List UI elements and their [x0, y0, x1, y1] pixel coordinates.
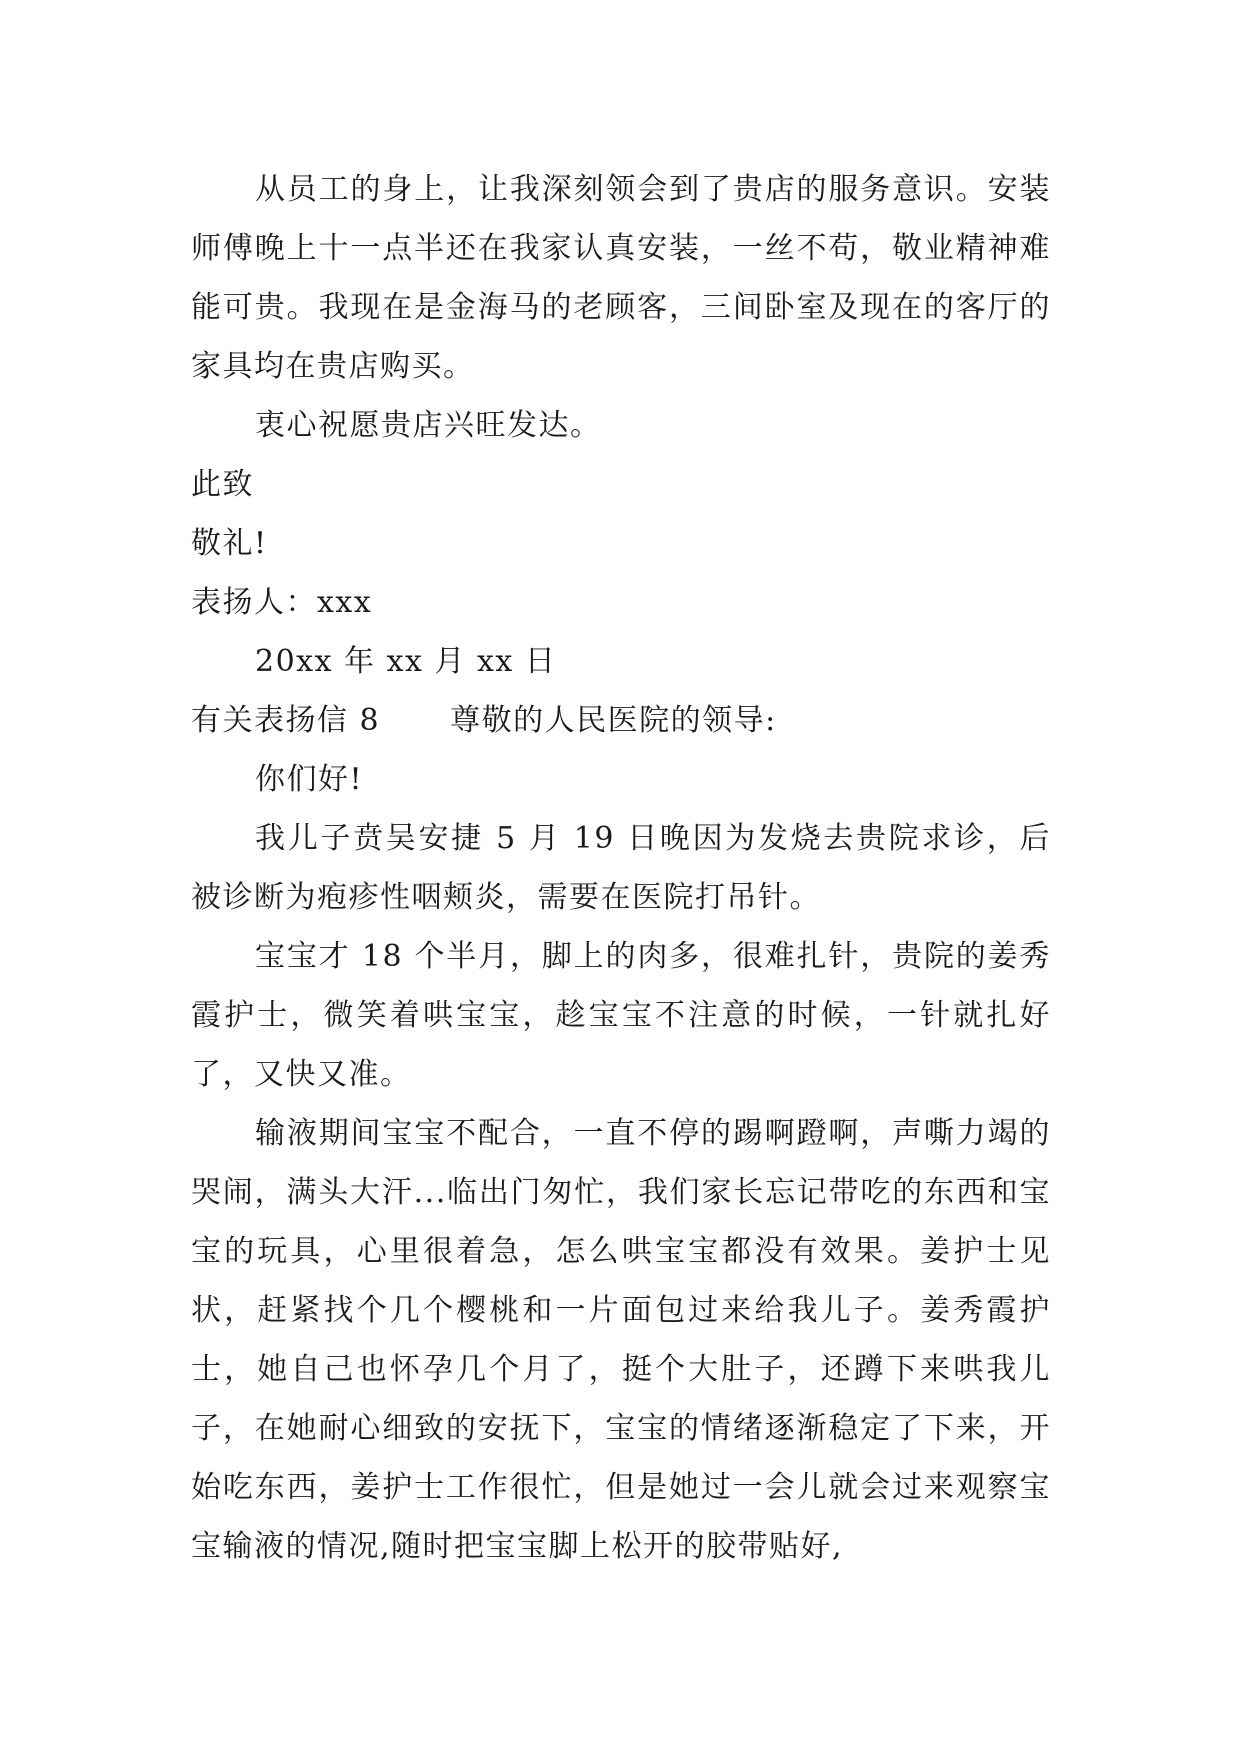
letter-salutation: 尊敬的人民医院的领导: [450, 703, 777, 738]
praiser-line: 表扬人：xxx [191, 585, 373, 620]
paragraph-infusion: 输液期间宝宝不配合，一直不停的踢啊蹬啊，声嘶力竭的哭闹，满头大汗...临出门匆忙，我们家长忘记带吃的东西和宝宝的玩具，心里很着急，怎么哄宝宝都没有效果。姜护士见状，赶紧找个几个樱桃和一片面包过来给我儿子。姜秀霞护士，她自己也怀孕几个月了，挺个大肚子，还蹲下来哄我儿子，在她耐心细致的安抚下，宝宝的情绪逐渐稳定了下来，开始吃东西，姜护士工作很忙，但是她过一会儿就会过来观察宝宝输液的情况,随时把宝宝脚上松开的胶带贴好, [191, 1116, 1051, 1564]
closing-cizhi: 此致 [191, 467, 254, 502]
document-body [191, 160, 1051, 1576]
paragraph-service: 从员工的身上，让我深刻领会到了贵店的服务意识。安装师傅晚上十一点半还在我家认真安装，一丝不苟，敬业精神难能可贵。我现在是金海马的老顾客，三间卧室及现在的客厅的家具均在贵店购买。 [191, 172, 1051, 384]
closing-jingli: 敬礼! [191, 526, 268, 561]
paragraph-injection: 宝宝才 18 个半月，脚上的肉多，很难扎针，贵院的姜秀霞护士，微笑着哄宝宝，趁宝宝不注意的时候，一针就扎好了，又快又准。 [191, 939, 1051, 1092]
greeting-line: 你们好! [255, 762, 364, 797]
letter-heading-line [191, 691, 1051, 750]
date-line: 20xx 年 xx 月 xx 日 [255, 644, 557, 679]
letter-heading: 有关表扬信 8 [191, 703, 381, 738]
paragraph-wish: 衷心祝愿贵店兴旺发达。 [255, 408, 602, 443]
paragraph-diagnosis: 我儿子贲吴安捷 5 月 19 日晚因为发烧去贵院求诊，后被诊断为疱疹性咽颊炎，需要在医院打吊针。 [191, 821, 1051, 915]
